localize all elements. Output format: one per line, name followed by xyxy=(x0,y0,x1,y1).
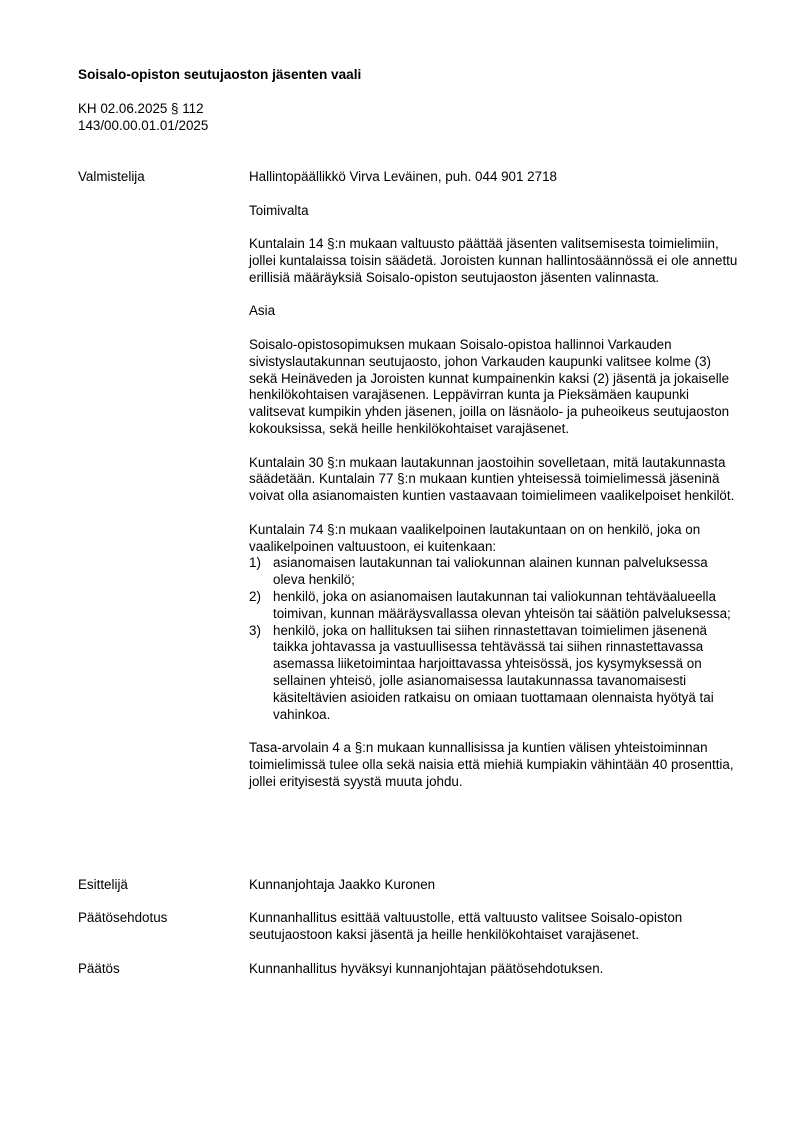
document-meta xyxy=(78,101,208,134)
list-item-text: henkilö, joka on asianomaisen lautakunnan tai valiokunnan tehtäväalueella toimivan, kunnan määräysvallassa olevan yhteisön tai säätiön palveluksessa; xyxy=(273,588,731,621)
heading-toimivalta: Toimivalta xyxy=(249,202,309,218)
meeting-reference: KH 02.06.2025 § 112 xyxy=(78,101,204,116)
list-item xyxy=(249,555,738,589)
decision-proposal-text: Kunnanhallitus esittää valtuustolle, että valtuusto valitsee Soisalo-opiston seutujaostoon kaksi jäsentä ja heille henkilökohtaiset varajäsenet. xyxy=(249,910,683,942)
list-item xyxy=(249,623,738,724)
list-item-number: 3) xyxy=(249,622,261,638)
list-item-text: henkilö, joka on hallituksen tai siihen rinnastettavan toimielimen jäsenenä taikka johtavassa ja vastuullisessa tehtävässä tai siihen rinnastettavassa asemassa liiketoimintaa harjoittavassa yhteisössä, jos kysymyksessä on sellainen yhteisö, jolle asianomaisessa lautakunnassa tavanomaisesti käsiteltävien asioiden ratkaisu on omiaan tuottamaan olennaista hyötyä tai vahinkoa. xyxy=(273,622,714,722)
toimivalta-paragraph: Kuntalain 14 §:n mukaan valtuusto päättää jäsenten valitsemisesta toimielimiin, jollei kuntalaissa toisin säädetä. Joroisten kunnan hallintosäännössä ei ole annettu erillisiä määräyksiä Soisalo-opiston seutujaoston jäsenten valinnasta. xyxy=(249,236,738,285)
record-number: 143/00.00.01.01/2025 xyxy=(78,117,209,133)
document-title: Soisalo-opiston seutujaoston jäsenten vaali xyxy=(78,67,362,82)
list-item-number: 2) xyxy=(249,588,261,604)
section-content xyxy=(249,877,738,894)
ineligibility-list xyxy=(249,555,738,723)
asia-paragraph-3: Kuntalain 74 §:n mukaan vaalikelpoinen lautakuntaan on on henkilö, joka on vaalikelpoinen valtuustoon, ei kuitenkaan: xyxy=(249,521,701,554)
asia-paragraph-1: Soisalo-opistosopimuksen mukaan Soisalo-opistoa hallinnoi Varkauden sivistyslautakunnan seutujaosto, johon Varkauden kaupunki valitsee kolme (3) sekä Heinäveden ja Joroisten kunnat kumpainenkin kaksi (2) jäsentä ja jokaiselle henkilökohtaisen varajäsenen. Leppävirran kunta ja Pieksämäen kaupunki valitsevat kumpikin yhden jäsenen, joilla on läsnäolo- ja puheoikeus seutujaoston kokouksissa, sekä heille henkilökohtaiset varajäsenet. xyxy=(249,336,730,436)
list-item-text: asianomaisen lautakunnan tai valiokunnan alainen kunnan palveluksessa oleva henkilö; xyxy=(273,555,708,588)
decision-text: Kunnanhallitus hyväksyi kunnanjohtajan päätösehdotuksen. xyxy=(249,961,604,976)
asia-paragraph-2: Kuntalain 30 §:n mukaan lautakunnan jaostoihin sovelletaan, mitä lautakunnasta säädetään. Kuntalain 77 §:n mukaan kuntien yhteisessä toimielimessä jäseninä voivat olla asianomaisten kuntien vastaavaan toimielimeen vaalikelpoiset henkilöt. xyxy=(249,454,735,504)
section-label: Päätösehdotus xyxy=(78,910,168,925)
preparer-name: Hallintopäällikkö Virva Leväinen, puh. 044 901 2718 xyxy=(249,169,557,184)
section-content xyxy=(249,169,738,790)
heading-asia: Asia xyxy=(249,303,276,319)
section-label: Valmistelija xyxy=(78,169,145,184)
list-item-number: 1) xyxy=(249,555,261,571)
asia-paragraph-4: Tasa-arvolain 4 a §:n mukaan kunnallisissa ja kuntien välisen yhteistoiminnan toimielimissä tulee olla sekä naisia että miehiä kumpiakin vähintään 40 prosenttia, jollei erityisestä syystä muuta johdu. xyxy=(249,740,734,789)
section-content xyxy=(249,961,738,978)
section-label: Esittelijä xyxy=(78,877,128,892)
list-item xyxy=(249,589,738,623)
section-content xyxy=(249,910,738,944)
presenter-name: Kunnanjohtaja Jaakko Kuronen xyxy=(249,877,436,892)
section-label: Päätös xyxy=(78,961,120,976)
